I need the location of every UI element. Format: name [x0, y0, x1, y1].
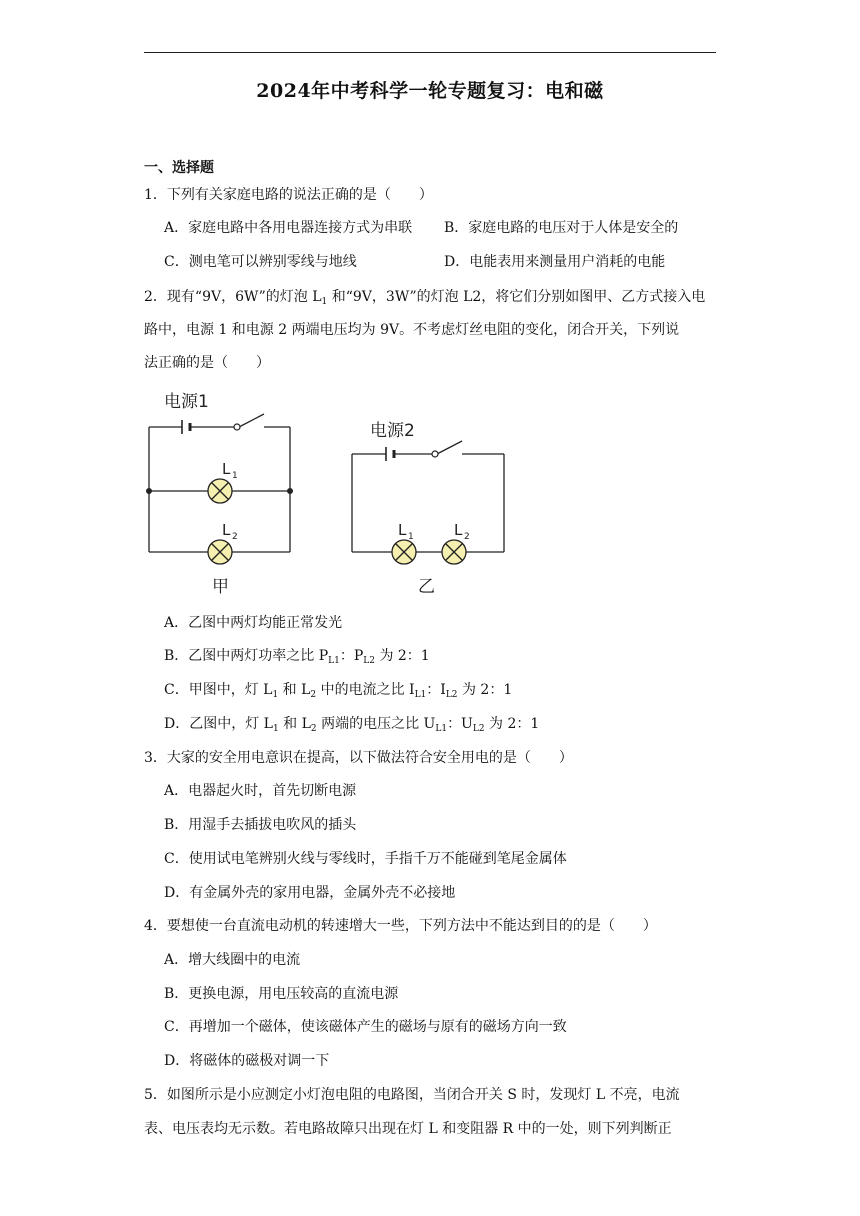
label-l1-yi: L [398, 521, 407, 539]
q2-option-a: A．乙图中两灯均能正常发光 [164, 615, 343, 631]
label-source-2: 电源2 [370, 421, 415, 441]
label-l1-jia-sub: 1 [232, 471, 238, 481]
q3-option-b: B．用湿手去插拔电吹风的插头 [164, 817, 357, 833]
label-l2-jia: L [222, 521, 231, 539]
circuit-yi [352, 441, 504, 552]
q1-option-a: A．家庭电路中各用电器连接方式为串联 [164, 220, 413, 236]
q1-option-d: D．电能表用来测量用户消耗的电能 [444, 254, 666, 270]
section-heading: 一、选择题 [144, 160, 214, 176]
q2-stem-line3: 法正确的是（ ） [144, 355, 270, 371]
q4-option-d: D．将磁体的磁极对调一下 [164, 1053, 330, 1069]
q3-option-c: C．使用试电笔辨别火线与零线时，手指千万不能碰到笔尾金属体 [164, 851, 567, 867]
q4-stem: 4．要想使一台直流电动机的转速增大一些，下列方法中不能达到目的的是（ ） [144, 918, 657, 934]
q4-option-a: A．增大线圈中的电流 [164, 952, 301, 968]
label-l2-yi: L [454, 521, 463, 539]
q1-option-b: B．家庭电路的电压对于人体是安全的 [444, 220, 679, 236]
q5-stem-line2: 表、电压表均无示数。若电路故障只出现在灯 L 和变阻器 R 中的一处，则下列判断正 [144, 1121, 672, 1137]
q2-stem-line2: 路中，电源 1 和电源 2 两端电压均为 9V。不考虑灯丝电阻的变化，闭合开关，下列说 [144, 322, 680, 338]
q2-option-c: C．甲图中，灯 $L_1$ 和 $L_2$ 中的电流之比 $I_{L1}$：$I_{L2}$ 为 2：1 [164, 682, 513, 700]
q2-option-d: D．乙图中，灯 $L_1$ 和 $L_2$ 两端的电压之比 $U_{L1}$：$U_{L2}$ 为 2：1 [164, 716, 540, 734]
label-l2-yi-sub: 2 [464, 532, 470, 542]
caption-jia: 甲 [212, 577, 229, 597]
lamp-l2-jia [208, 540, 232, 564]
q5-stem-line1: 5．如图所示是小应测定小灯泡电阻的电路图，当闭合开关 S 时，发现灯 L 不亮，电流 [144, 1087, 680, 1103]
lamp-l1-yi [392, 540, 416, 564]
q1-stem: 1．下列有关家庭电路的说法正确的是（ ） [144, 187, 433, 203]
q2-stem-line1: 2．现有“9V，6W”的灯泡 $L_1$ 和“9V，3W”的灯泡 L2，将它们分别如图甲、乙方式接入电 [144, 289, 706, 307]
q1-option-c: C．测电笔可以辨别零线与地线 [164, 254, 357, 270]
q4-option-c: C．再增加一个磁体，使该磁体产生的磁场与原有的磁场方向一致 [164, 1019, 567, 1035]
lamp-l1-jia [208, 479, 232, 503]
label-l2-jia-sub: 2 [232, 532, 238, 542]
caption-yi: 乙 [418, 577, 435, 597]
page-title: 2024年中考科学一轮专题复习：电和磁 [256, 80, 604, 102]
circuit-figure [140, 386, 520, 600]
q3-option-a: A．电器起火时，首先切断电源 [164, 783, 357, 799]
label-source-1: 电源1 [164, 392, 209, 412]
q3-option-d: D．有金属外壳的家用电器，金属外壳不必接地 [164, 885, 456, 901]
label-l1-yi-sub: 1 [408, 532, 414, 542]
lamp-l2-yi [442, 540, 466, 564]
header-rule [144, 52, 716, 53]
q3-stem: 3．大家的安全用电意识在提高，以下做法符合安全用电的是（ ） [144, 750, 573, 766]
q4-option-b: B．更换电源，用电压较高的直流电源 [164, 986, 399, 1002]
q2-option-b: B．乙图中两灯功率之比 $P_{L1}$：$P_{L2}$ 为 2：1 [164, 648, 430, 666]
label-l1-jia: L [222, 460, 231, 478]
